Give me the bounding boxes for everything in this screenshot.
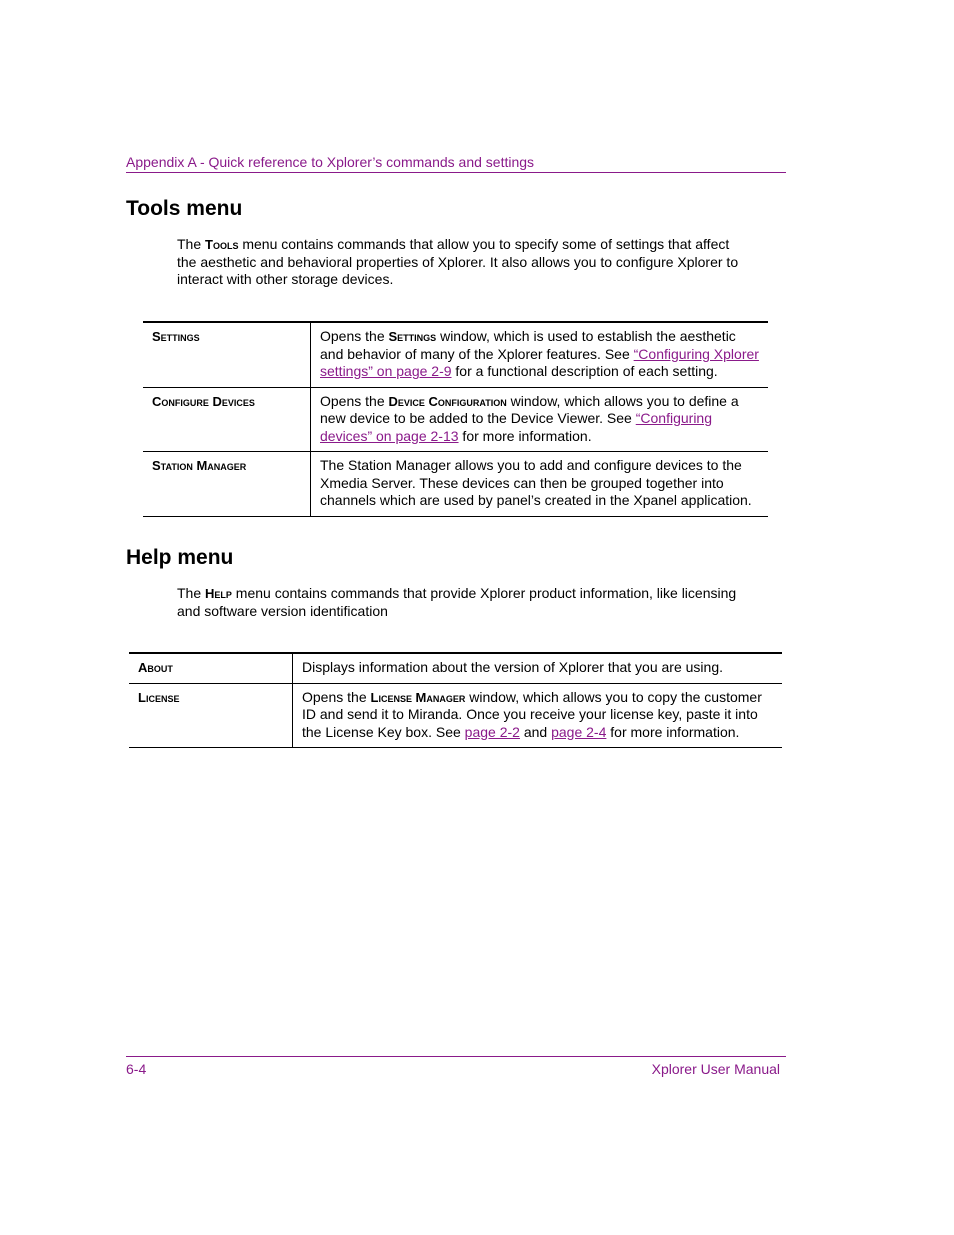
- tools-menu-intro: The Tools menu contains commands that allow you to specify some of settings that affect the aesthetic and behavioral properties of Xplorer. It also allows you to configure Xplorer to interact with other storage devices.: [177, 236, 739, 287]
- table-row: [129, 683, 782, 748]
- help-menu-table: [129, 652, 782, 748]
- table-row: [143, 387, 768, 452]
- command-description: Opens the License Manager window, which allows you to copy the customer ID and send it to Miranda. Once you receive your license key, paste it into the License Key box. See page 2-2 and page 2-4 for more information.: [293, 683, 783, 748]
- command-label-station-manager: Station Manager: [143, 452, 311, 517]
- page-2-2-link[interactable]: page 2-2: [464, 723, 520, 740]
- tools-menu-name: Tools: [205, 237, 239, 252]
- tools-menu-table: [143, 321, 768, 517]
- command-label-settings: Settings: [143, 322, 311, 387]
- table-row: [129, 653, 782, 683]
- page-number: 6-4: [126, 1061, 147, 1077]
- command-description: Opens the Device Configuration window, which allows you to define a new device to be added to the Device Viewer. See “Configuring devices” on page 2-13 for more information.: [311, 387, 769, 452]
- configuring-devices-link[interactable]: “Configuring devices” on page 2-13: [320, 410, 712, 444]
- page-footer: [126, 1056, 786, 1077]
- help-menu-intro: The Help menu contains commands that provide Xplorer product information, like licensing and software version identification: [177, 585, 737, 619]
- page-2-4-link[interactable]: page 2-4: [551, 723, 607, 740]
- help-menu-name: Help: [205, 586, 232, 601]
- manual-title: Xplorer User Manual: [651, 1061, 780, 1077]
- configuring-xplorer-settings-link[interactable]: “Configuring Xplorer settings” on page 2-9: [320, 345, 759, 379]
- command-description: The Station Manager allows you to add and configure devices to the Xmedia Server. These devices can then be grouped together into channels which are used by panel’s created in the Xpanel application.: [311, 452, 769, 517]
- help-menu-heading: Help menu: [126, 546, 234, 569]
- command-label-license: License: [129, 683, 293, 748]
- command-description: Opens the Settings window, which is used to establish the aesthetic and behavior of many of the Xplorer features. See “Configuring Xplorer settings” on page 2-9 for a functional description of each setting.: [311, 322, 769, 387]
- running-header: Appendix A - Quick reference to Xplorer’s commands and settings: [126, 154, 786, 173]
- table-row: [143, 322, 768, 387]
- command-description: Displays information about the version of Xplorer that you are using.: [293, 653, 783, 683]
- table-row: [143, 452, 768, 517]
- command-label-configure-devices: Configure Devices: [143, 387, 311, 452]
- tools-menu-heading: Tools menu: [126, 197, 243, 220]
- command-label-about: About: [129, 653, 293, 683]
